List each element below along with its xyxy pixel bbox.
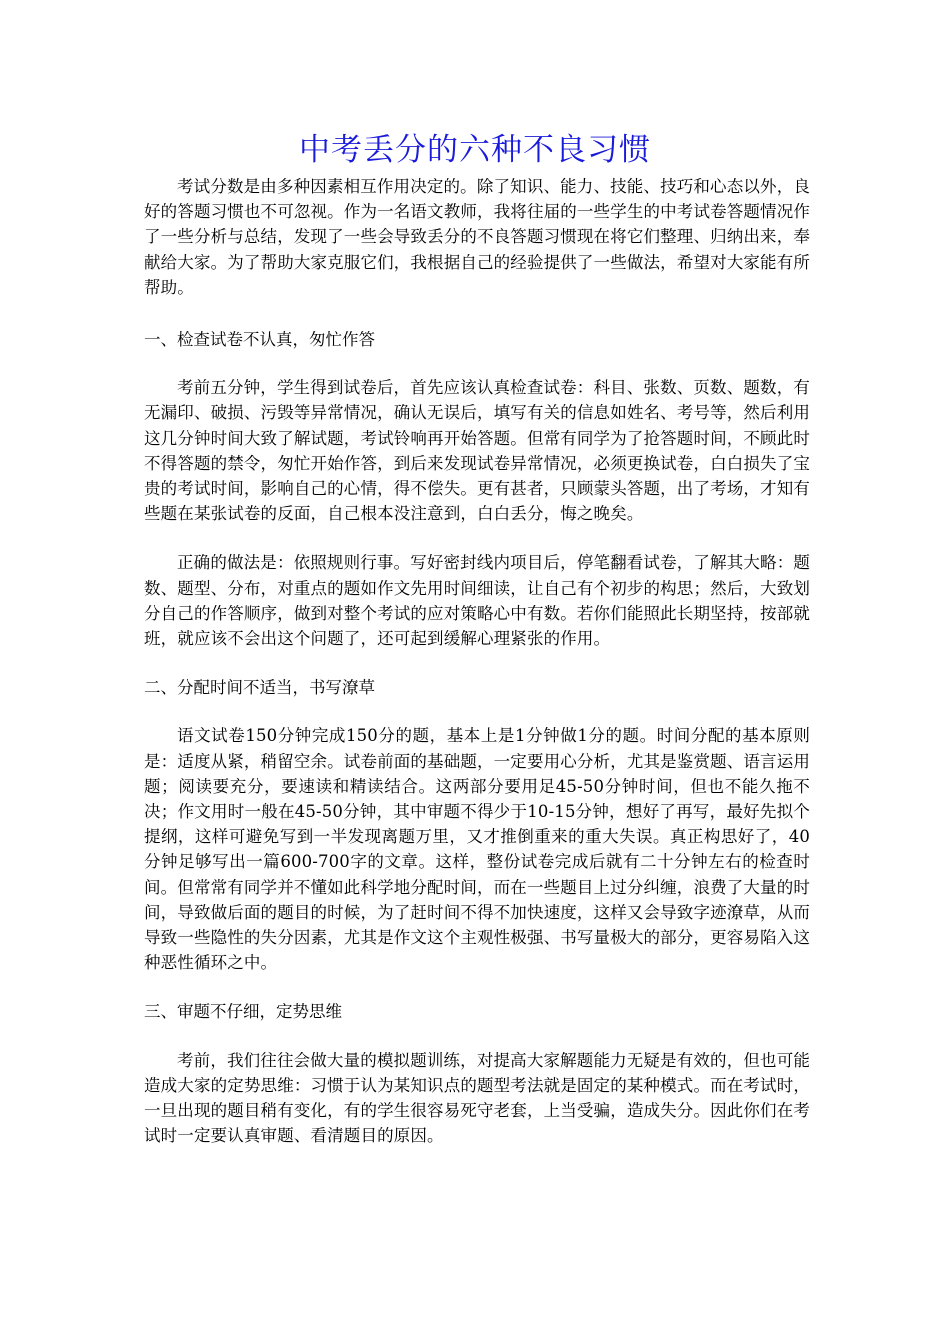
- section-heading-2: 二、分配时间不适当，书写潦草: [144, 678, 375, 698]
- section-3-paragraph-1: 考前，我们往往会做大量的模拟题训练，对提高大家解题能力无疑是有效的，但也可能造成大家的定势思维：习惯于认为某知识点的题型考法就是固定的某种模式。而在考试时，一旦出现的题目稍有变化，有的学生很容易死守老套，上当受骗，造成失分。因此你们在考试时一定要认真审题、看清题目的原因。: [144, 1050, 810, 1146]
- section-heading-3: 三、审题不仔细，定势思维: [144, 1002, 342, 1022]
- document-body: [144, 174, 810, 1149]
- section-heading-1: 一、检查试卷不认真，匆忙作答: [144, 330, 375, 350]
- intro-paragraph: 考试分数是由多种因素相互作用决定的。除了知识、能力、技能、技巧和心态以外，良好的答题习惯也不可忽视。作为一名语文教师，我将往届的一些学生的中考试卷答题情况作了一些分析与总结，发现了一些会导致丢分的不良答题习惯现在将它们整理、归纳出来，奉献给大家。为了帮助大家克服它们，我根据自己的经验提供了一些做法，希望对大家能有所帮助。: [144, 177, 810, 297]
- section-1-paragraph-2: 正确的做法是：依照规则行事。写好密封线内项目后，停笔翻看试卷，了解其大略：题数、题型、分布，对重点的题如作文先用时间细读，让自己有个初步的构思；然后，大致划分自己的作答顺序，做到对整个考试的应对策略心中有数。若你们能照此长期坚持，按部就班，就应该不会出这个问题了，还可起到缓解心理紧张的作用。: [144, 553, 810, 649]
- document-title: 中考丢分的六种不良习惯: [299, 132, 651, 168]
- section-2-paragraph-1: 语文试卷150分钟完成150分的题，基本上是1分钟做1分的题。时间分配的基本原则是：适度从紧，稍留空余。试卷前面的基础题，一定要用心分析，尤其是鉴赏题、语言运用题；阅读要充分，要速读和精读结合。这两部分要用足45-50分钟时间，但也不能久拖不决；作文用时一般在45-50分钟，其中审题不得少于10-15分钟，想好了再写，最好先拟个提纲，这样可避免写到一半发现离题万里，又才推倒重来的重大失误。真正构思好了，40分钟足够写出一篇600-700字的文章。这样，整份试卷完成后就有二十分钟左右的检查时间。但常常有同学并不懂如此科学地分配时间，而在一些题目上过分纠缠，浪费了大量的时间，导致做后面的题目的时候，为了赶时间不得不加快速度，这样又会导致字迹潦草，从而导致一些隐性的失分因素，尤其是作文这个主观性极强、书写量极大的部分，更容易陷入这种恶性循环之中。: [144, 726, 810, 973]
- section-1-paragraph-1: 考前五分钟，学生得到试卷后，首先应该认真检查试卷：科目、张数、页数、题数，有无漏印、破损、污毁等异常情况，确认无误后，填写有关的信息如姓名、考号等，然后利用这几分钟时间大致了解试题，考试铃响再开始答题。但常有同学为了抢答题时间，不顾此时不得答题的禁令，匆忙开始作答，到后来发现试卷异常情况，必须更换试卷，白白损失了宝贵的考试时间，影响自己的心情，得不偿失。更有甚者，只顾蒙头答题，出了考场，才知有些题在某张试卷的反面，自己根本没注意到，白白丢分，悔之晚矣。: [144, 378, 810, 524]
